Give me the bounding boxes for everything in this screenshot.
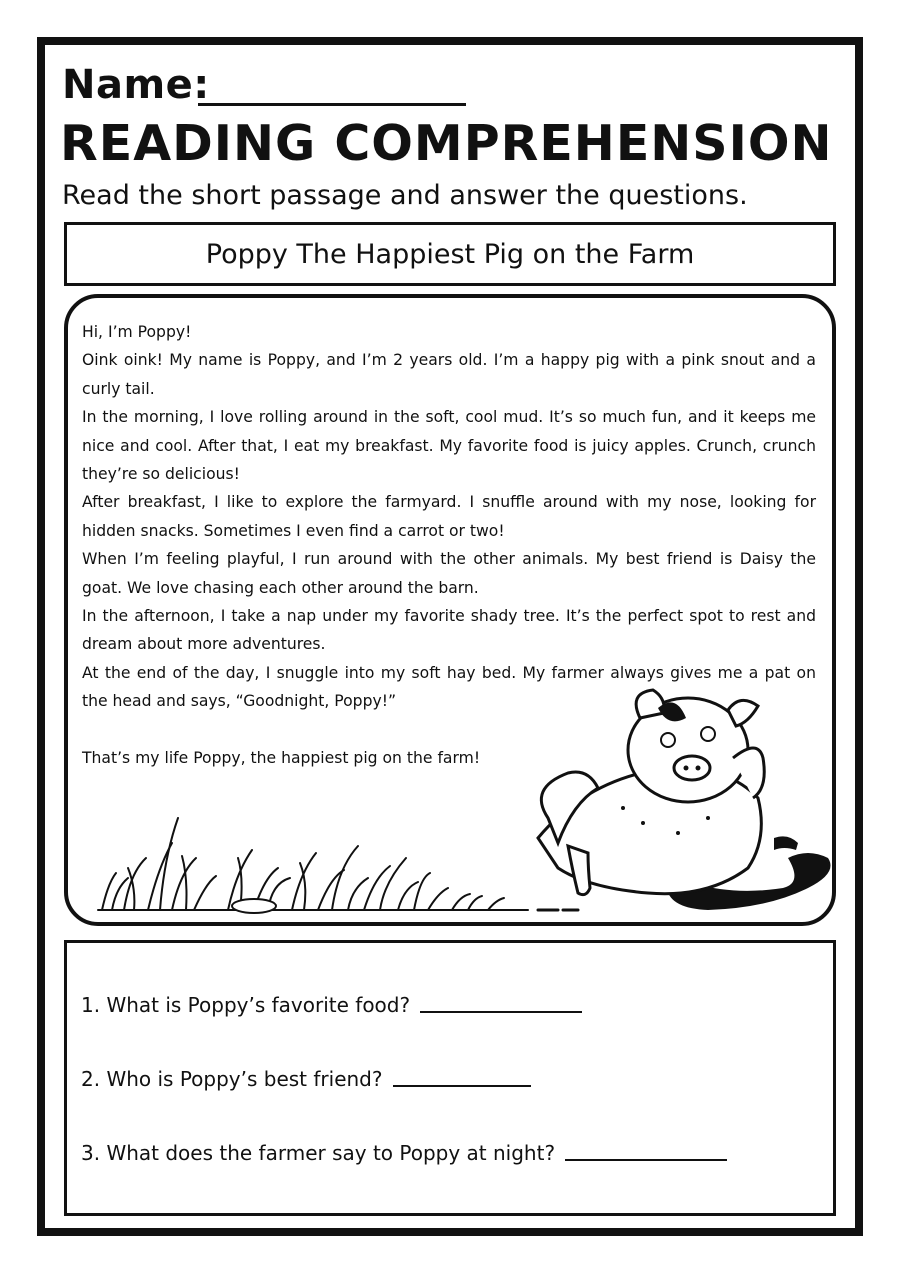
passage-paragraph: Oink oink! My name is Poppy, and I’m 2 years old. I’m a happy pig with a pink snout and a curly tail. <box>82 351 816 398</box>
question-3-answer-line[interactable] <box>565 1159 727 1161</box>
question-1-answer-line[interactable] <box>420 1011 582 1013</box>
passage-paragraph: Hi, I’m Poppy! <box>82 323 192 341</box>
question-1 <box>81 993 582 1017</box>
passage-paragraph: After breakfast, I like to explore the farmyard. I snuffle around with my nose, looking for hidden snacks. Sometimes I even find a carrot or two! <box>82 493 816 540</box>
question-1-text: 1. What is Poppy’s favorite food? <box>81 993 411 1017</box>
story-title: Poppy The Happiest Pig on the Farm <box>205 238 695 270</box>
name-answer-line[interactable] <box>198 103 466 106</box>
worksheet-title: READING COMPREHENSION <box>60 115 833 172</box>
question-3-text: 3. What does the farmer say to Poppy at night? <box>81 1141 556 1165</box>
instructions: Read the short passage and answer the questions. <box>62 180 748 211</box>
questions-box <box>64 940 836 1216</box>
question-2 <box>81 1067 531 1091</box>
question-3 <box>81 1141 727 1165</box>
passage-paragraph: In the morning, I love rolling around in the soft, cool mud. It’s so much fun, and it keeps me nice and cool. After that, I eat my breakfast. My favorite food is juicy apples. Crunch, crunch they’re so delicious! <box>82 408 816 484</box>
story-title-box <box>64 222 836 286</box>
name-label: Name: <box>62 62 210 108</box>
grass-illustration <box>98 818 528 913</box>
passage-paragraph: At the end of the day, I snuggle into my soft hay bed. My farmer always gives me a pat on the head and says, “Goodnight, Poppy!” <box>82 663 816 711</box>
question-2-text: 2. Who is Poppy’s best friend? <box>81 1067 383 1091</box>
reading-passage <box>82 318 816 772</box>
passage-paragraph: When I’m feeling playful, I run around with the other animals. My best friend is Daisy the goat. We love chasing each other around the barn. <box>82 550 816 597</box>
question-2-answer-line[interactable] <box>393 1085 531 1087</box>
passage-closing: That’s my life Poppy, the happiest pig on the farm! <box>82 748 481 767</box>
passage-box <box>64 294 836 926</box>
passage-paragraph: In the afternoon, I take a nap under my favorite shady tree. It’s the perfect spot to rest and dream about more adventures. <box>82 607 816 654</box>
